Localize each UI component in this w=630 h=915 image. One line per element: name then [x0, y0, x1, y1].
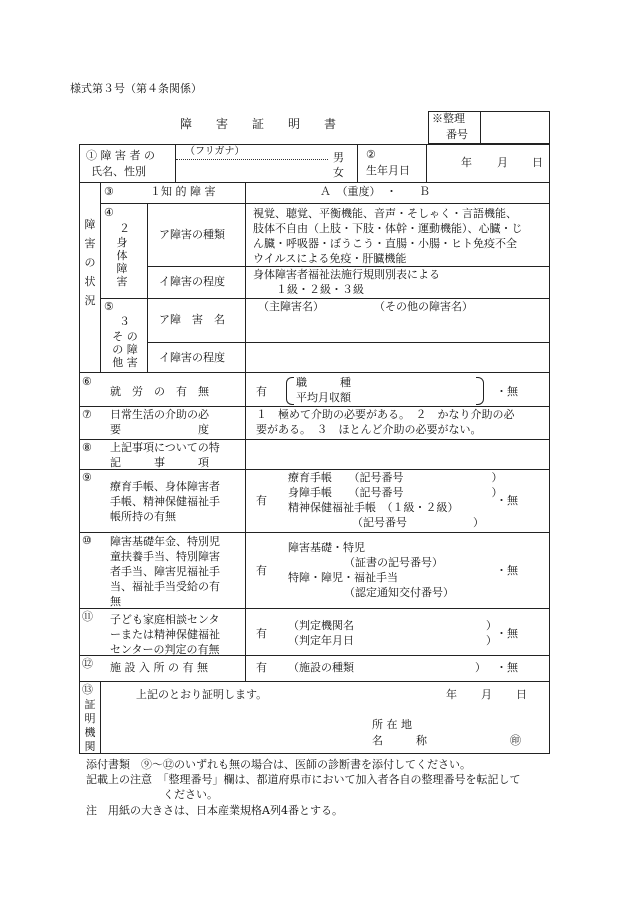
intellectual-label: １知 的 障 害: [150, 185, 216, 198]
special-notes-label: 上記事項についての特: [110, 441, 220, 454]
org-name-label: 名 称: [372, 734, 427, 747]
note-entry: 記載上の注意 「整理番号」欄は、都道府県市において加入者各自の整理番号を転記して: [86, 773, 521, 786]
pension-yes[interactable]: 有: [256, 564, 267, 577]
job-type-label: 職 種: [296, 376, 351, 389]
seiri-number-field[interactable]: [481, 112, 549, 143]
dob-year[interactable]: 年: [461, 156, 472, 169]
other-disability-label: そ の の 障 他 害: [112, 330, 138, 369]
employment-no[interactable]: ・無: [496, 385, 518, 398]
seiri-label: ※整理: [432, 112, 465, 125]
dob-label: 生年月日: [366, 164, 410, 177]
sex-female[interactable]: 女: [333, 166, 344, 179]
name-field[interactable]: [178, 161, 328, 180]
physical-label: 身 体 障 害: [116, 236, 128, 288]
seal-mark: ㊞: [510, 734, 521, 747]
other-disability[interactable]: （その他の障害名）: [374, 300, 473, 313]
page-title: 障 害 証 明 書: [180, 117, 337, 131]
judgment-agency[interactable]: （判定機関名 ）: [288, 619, 497, 632]
facility-type[interactable]: （施設の種類 ）: [288, 661, 486, 674]
judgment-date[interactable]: （判定年月日 ）: [288, 634, 497, 647]
certificate-page: 様式第３号（第４条関係） 障 害 証 明 書 ※整理 番号 ① 障 害 者 の 氏名、性別 （フリガナ） 男 女 ② 生年月日 年 月 日 障 害 の 状 況 ③ １知 的 障 害 Ａ （重度） ・ Ｂ ④ ２ 身 体 障 害 ア障害の種類 視覚、聴覚、平衡機能、音声・そしゃく・言語機能、 肢体不自由（上肢・下肢・体幹・運動機能）、心臓・じ ん臓・呼吸器・ぼうこう・直腸・小腸・ヒト免疫不全 ウイルスによる免疫・肝臓機能 イ障害の程度 身体障害者福祉法施行規則別表による １級・２級・３級 ⑤ ３ そ の の 障 他 害 ア障 害 名 （主障害名） （その他の障害名） イ障害の程度 ⑥ 就 労 の 有 無 有 職 種 平均月収額 ・無 ⑦ 日常生活の介助の必 要 度 １ 極めて介助の必要がある。 ２ かなり介助の必 要がある。 ３ ほとんど介助の必要がない。 ⑧ 上記事項についての特 記 事 項 ⑨ 療育手帳、身体障害者 手帳、精神保健福祉手 帳所持の有無 有 療育手帳 （記号番号 ） 身障手帳 （記号番号 ） 精神保健福祉手帳 （１級・２級） （記号番号 ） ・無 ⑩ 障害基礎年金、特別児 童扶養手当、特別障害 者手当、障害児福祉手 当、福祉手当受給の有 無 有 障害基礎・特児 （証書の記号番号） 特障・障児・福祉手当 （認定通知交付番号） ・無 ⑪ 子ども家庭相談センタ ーまたは精神保健福祉 センターの判定の有無 有 （判定機関名 ） （判定年月日 ） ・無 ⑫ 施 設 入 所 の 有 無 有 （施設の種類 ） ・無 ⑬ 証 明 機 関 上記のとおり証明します。 年 月 日 所 在 地 名 称 ㊞ 添付書類 ⑨～⑫のいずれも無の場合は、医師の診断書を添付してください。 記載上の注意 「整理番号」欄は、都道府県市において加入者各自の整理番号を転記して ください。 注 用紙の大きさは、日本産業規格A列4番とする。: [0, 0, 630, 915]
note-attachments: 添付書類 ⑨～⑫のいずれも無の場合は、医師の診断書を添付してください。: [86, 758, 471, 771]
disability-type-list[interactable]: 視覚、聴覚、平衡機能、音声・そしゃく・言語機能、 肢体不自由（上肢・下肢・体幹・運動機能）、心臓・じ ん臓・呼吸器・ぼうこう・直腸・小腸・ヒト免疫不全 ウイルスによる免疫・肝臓機能: [253, 207, 523, 265]
other-degree-label: イ障害の程度: [159, 351, 225, 364]
main-disability[interactable]: （主障害名）: [258, 300, 324, 313]
handbook-label: 療育手帳、身体障害者 手帳、精神保健福祉手 帳所持の有無: [110, 480, 220, 523]
address-label: 所 在 地: [372, 718, 412, 731]
intellectual-grade[interactable]: Ａ （重度） ・ Ｂ: [320, 185, 430, 198]
cert-month[interactable]: 月: [481, 688, 492, 701]
judgment-label: 子ども家庭相談センタ ーまたは精神保健福祉 センターの判定の有無: [110, 613, 220, 656]
monthly-income-label: 平均月収額: [296, 391, 351, 404]
certifier-side-label: 証 明 機 関: [84, 698, 96, 753]
special-notes-field[interactable]: [247, 441, 547, 467]
furigana-label: （フリガナ）: [185, 146, 245, 157]
employment-label: 就 労 の 有 無: [110, 385, 209, 398]
disability-type-label: ア障害の種類: [159, 228, 225, 241]
handbook-yes[interactable]: 有: [256, 494, 267, 507]
cert-year[interactable]: 年: [446, 688, 457, 701]
sex-male[interactable]: 男: [333, 151, 344, 164]
care-need-options[interactable]: １ 極めて介助の必要がある。 ２ かなり介助の必: [256, 408, 515, 421]
certify-statement: 上記のとおり証明します。: [136, 688, 268, 701]
cert-day[interactable]: 日: [516, 688, 527, 701]
employment-yes[interactable]: 有: [256, 385, 267, 398]
form-number: 様式第３号（第４条関係）: [70, 82, 202, 95]
handbook-no[interactable]: ・無: [496, 494, 518, 507]
judgment-no[interactable]: ・無: [496, 627, 518, 640]
name-label: ① 障 害 者 の: [86, 149, 155, 162]
care-need-label: 日常生活の介助の必: [110, 408, 209, 421]
pension-label: 障害基礎年金、特別児 童扶養手当、特別障害 者手当、障害児福祉手 当、福祉手当受給の有 無: [110, 535, 220, 608]
judgment-yes[interactable]: 有: [256, 627, 267, 640]
pension-no[interactable]: ・無: [496, 564, 518, 577]
disability-degree-grade[interactable]: １級・２級・３級: [276, 283, 364, 296]
facility-no[interactable]: ・無: [496, 661, 518, 674]
note-paper-size: 注 用紙の大きさは、日本産業規格A列4番とする。: [86, 804, 343, 817]
other-degree-field[interactable]: [247, 344, 547, 370]
dob-month[interactable]: 月: [497, 156, 508, 169]
disability-degree-label: イ障害の程度: [159, 275, 225, 288]
status-side-label: 障 害 の 状 況: [84, 218, 96, 307]
facility-label: 施 設 入 所 の 有 無: [110, 661, 208, 674]
facility-yes[interactable]: 有: [256, 661, 267, 674]
disability-name-label: ア障 害 名: [159, 313, 225, 326]
dob-day[interactable]: 日: [532, 156, 543, 169]
